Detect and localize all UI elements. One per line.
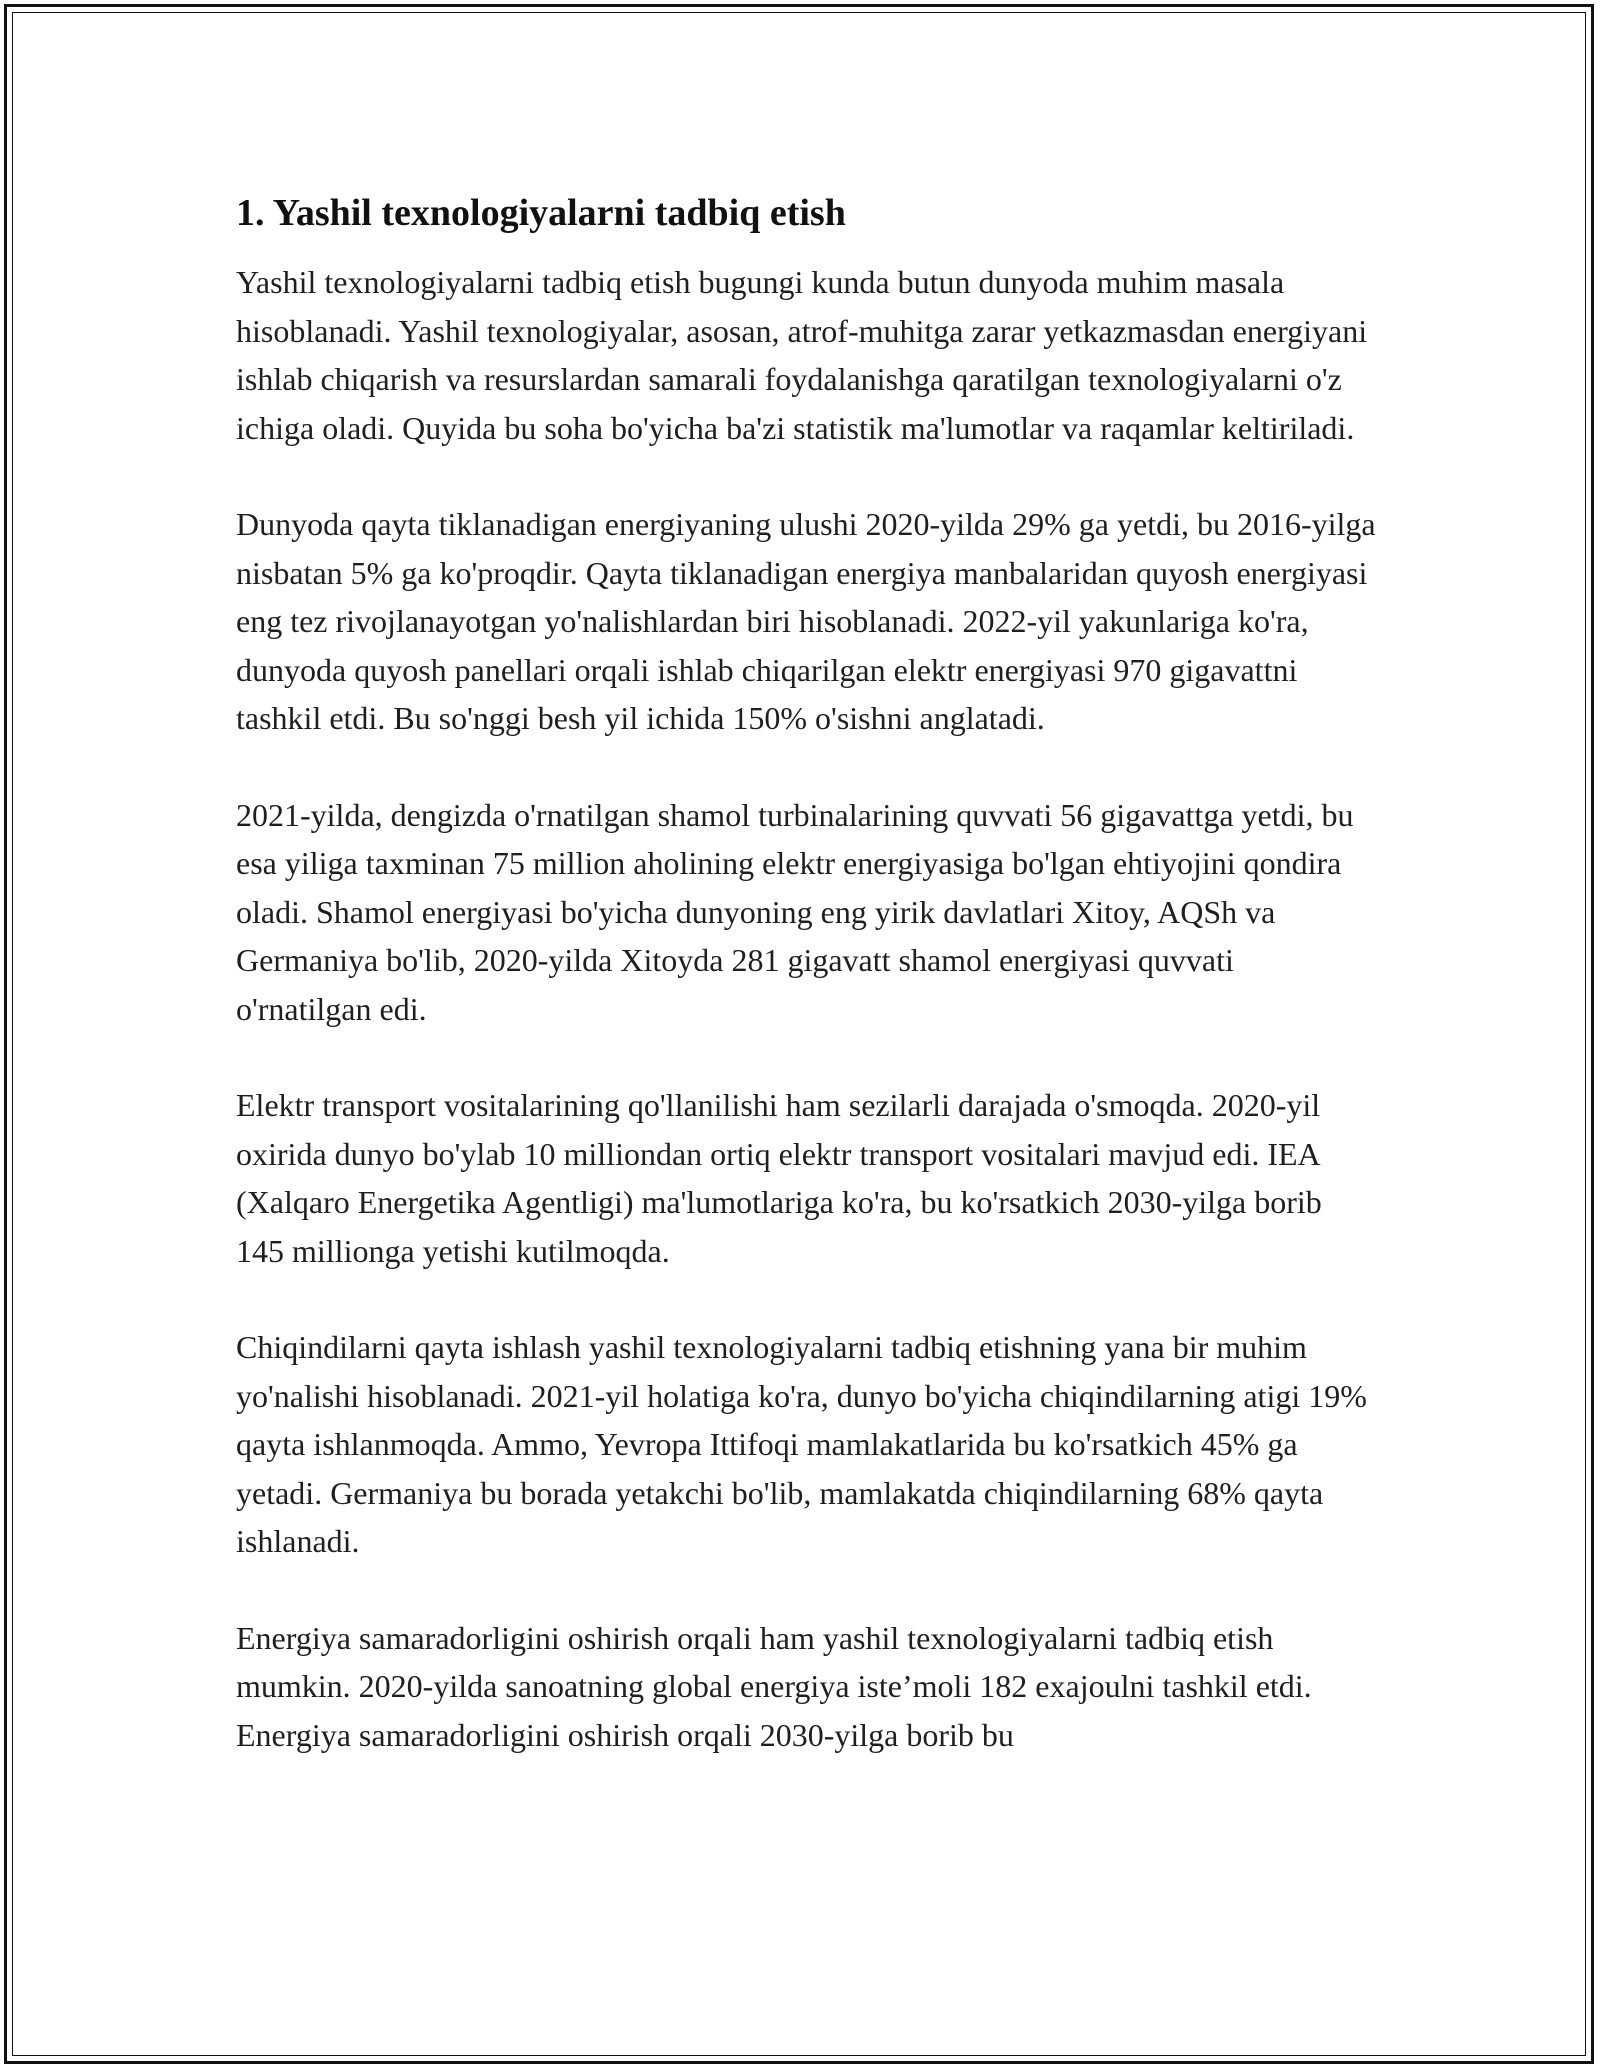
paragraph-waste-recycling: Chiqindilarni qayta ishlash yashil texnologiyalarni tadbiq etishning yana bir muhim yo'nalishi hisoblanadi. 2021-yil holatiga ko'ra, dunyo bo'yicha chiqindilarning atigi 19% qayta ishlanmoqda. Ammo, Yevropa Ittifoqi mamlakatlarida bu ko'rsatkich 45% ga yetadi. Germaniya bu borada yetakchi bo'lib, mamlakatda chiqindilarning 68% qayta ishlanadi. bbox=[236, 1329, 1367, 1559]
document-body bbox=[236, 188, 1376, 1807]
paragraph-energy-efficiency: Energiya samaradorligini oshirish orqali ham yashil texnologiyalarni tadbiq etish mumkin. 2020-yilda sanoatning global energiya iste’moli 182 exajoulni tashkil etdi. Energiya samaradorligini oshirish orqali 2030-yilga borib bu bbox=[236, 1619, 1312, 1753]
section-heading: 1. Yashil texnologiyalarni tadbiq etish bbox=[236, 192, 846, 234]
paragraph-renewable-energy: Dunyoda qayta tiklanadigan energiyaning ulushi 2020-yilda 29% ga yetdi, bu 2016-yilga nisbatan 5% ga ko'proqdir. Qayta tiklanadigan energiya manbalaridan quyosh energiyasi eng tez rivojlanayotgan yo'nalishlardan biri hisoblanadi. 2022-yil yakunlariga ko'ra, dunyoda quyosh panellari orqali ishlab chiqarilgan elektr energiyasi 970 gigavattni tashkil etdi. Bu so'nggi besh yil ichida 150% o'sishni anglatadi. bbox=[236, 506, 1376, 736]
paragraph-electric-transport: Elektr transport vositalarining qo'llanilishi ham sezilarli darajada o'smoqda. 2020-yil oxirida dunyo bo'ylab 10 milliondan ortiq elektr transport vositalari mavjud edi. IEA (Xalqaro Energetika Agentligi) ma'lumotlariga ko'ra, bu ko'rsatkich 2030-yilga borib 145 millionga yetishi kutilmoqda. bbox=[236, 1087, 1322, 1269]
paragraph-wind-energy: 2021-yilda, dengizda o'rnatilgan shamol turbinalarining quvvati 56 gigavattga yetdi, bu esa yiliga taxminan 75 million aholining elektr energiyasiga bo'lgan ehtiyojini qondira oladi. Shamol energiyasi bo'yicha dunyoning eng yirik davlatlari Xitoy, AQSh va Germaniya bo'lib, 2020-yilda Xitoyda 281 gigavatt shamol energiyasi quvvati o'rnatilgan edi. bbox=[236, 796, 1354, 1027]
paragraph-intro: Yashil texnologiyalarni tadbiq etish bugungi kunda butun dunyoda muhim masala hisoblanadi. Yashil texnologiyalar, asosan, atrof-muhitga zarar yetkazmasdan energiyani ishlab chiqarish va resurslardan samarali foydalanishga qaratilgan texnologiyalarni o'z ichiga oladi. Quyida bu soha bo'yicha ba'zi statistik ma'lumotlar va raqamlar keltiriladi. bbox=[236, 264, 1368, 446]
